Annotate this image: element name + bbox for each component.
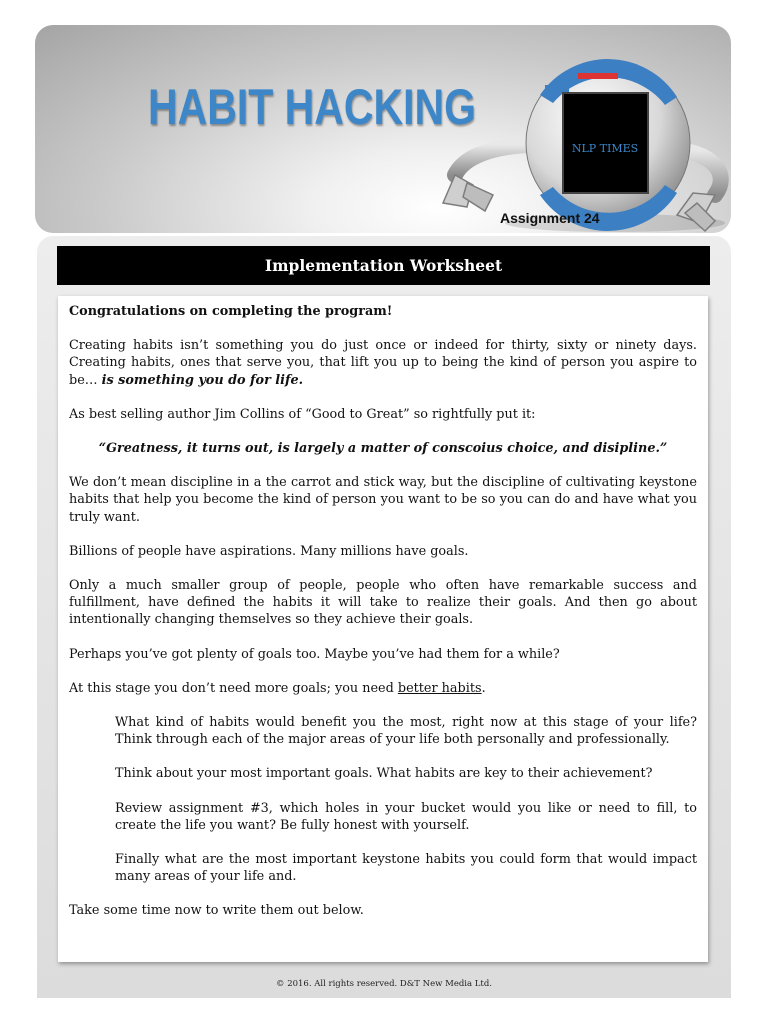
- logo-text: NLP TIMES: [571, 142, 639, 155]
- paragraph: [69, 680, 697, 697]
- assignment-number: Assignment 24: [500, 210, 600, 226]
- closing-text: Take some time now to write them out below.: [69, 903, 364, 919]
- copyright-footer: © 2016. All rights reserved. D&T New Media Ltd.: [276, 979, 492, 989]
- worksheet-body: [58, 296, 708, 962]
- quote: “Greatness, it turns out, is largely a matter of conscoius choice, and disipline.”: [98, 441, 668, 457]
- paragraph: [69, 337, 697, 389]
- prompt-item: What kind of habits would benefit you the most, right now at this stage of your life? Think through each of the major areas of your life both personally and professionally.: [115, 715, 697, 748]
- header-banner: [35, 25, 731, 233]
- paragraph-text: .: [481, 680, 486, 696]
- prompt-item: Finally what are the most important keystone habits you could form that would impact many areas of your life and.: [115, 852, 697, 885]
- paragraph-text: At this stage you don’t need more goals; you need: [69, 680, 398, 696]
- paragraph: We don’t mean discipline in a the carrot and stick way, but the discipline of cultivating keystone habits that help you become the kind of person you want to be so you can do and have what you truly want.: [69, 475, 697, 525]
- worksheet-title: Implementation Worksheet: [57, 246, 710, 285]
- paragraph: Only a much smaller group of people, people who often have remarkable success and fulfillment, have defined the habits it will take to realize their goals. And then go about intentionally changing themselves so they achieve their goals.: [69, 578, 697, 628]
- brand-title: HABIT HACKING: [148, 79, 476, 135]
- paragraph-text: Creating habits isn’t something you do just once or indeed for thirty, sixty or ninety days. Creating habits, ones that serve you, that lift you up to being the kind of person you aspire to be…: [69, 338, 697, 388]
- paragraph: Billions of people have aspirations. Many millions have goals.: [69, 543, 469, 559]
- prompt-item: Review assignment #3, which holes in your bucket would you like or need to fill, to create the life you want? Be fully honest with yourself.: [115, 800, 697, 833]
- prompt-item: Think about your most important goals. What habits are key to their achievement?: [115, 766, 653, 782]
- intro-heading: Congratulations on completing the program!: [69, 304, 393, 319]
- paragraph: As best selling author Jim Collins of “Good to Great” so rightfully put it:: [69, 406, 536, 422]
- paragraph: Perhaps you’ve got plenty of goals too. Maybe you’ve had them for a while?: [69, 646, 560, 662]
- robot-mascot-icon: [415, 45, 731, 233]
- emphasis-text: is something you do for life.: [101, 372, 304, 388]
- underlined-text: better habits: [397, 680, 482, 696]
